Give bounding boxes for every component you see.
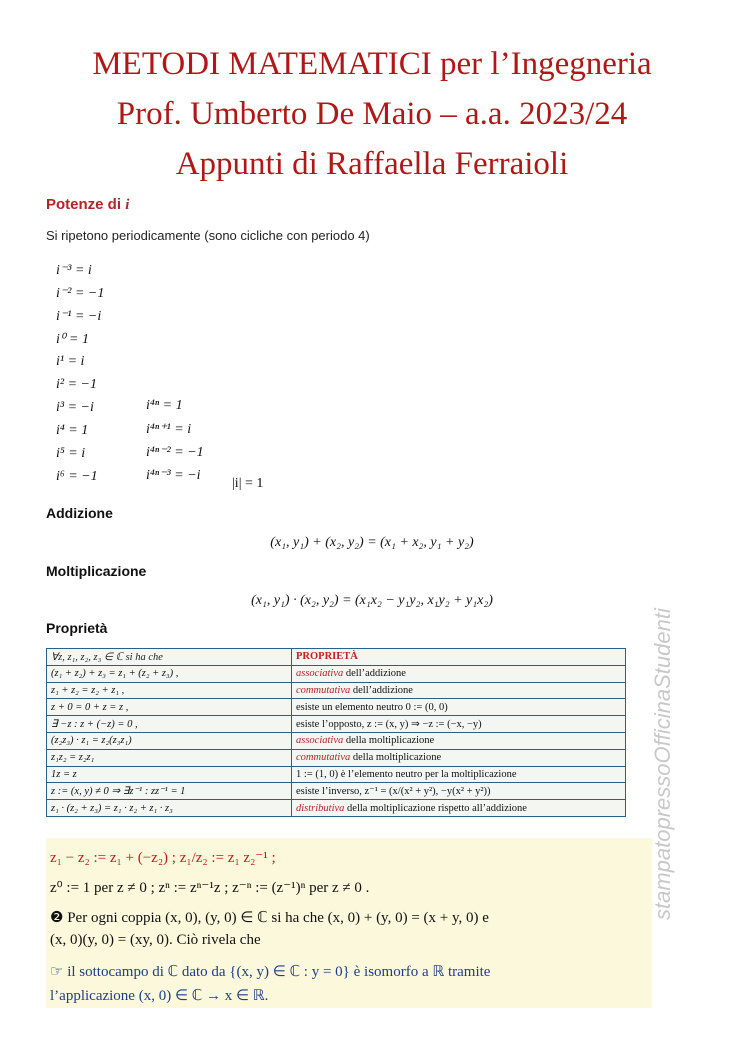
table-row [47, 749, 626, 766]
power-right-3: i⁴ⁿ⁻³ = −i [146, 468, 201, 483]
table-cell-formula: z + 0 = 0 + z = z , [47, 699, 292, 716]
formula-addizione: (x₁, y₁) + (x₂, y₂) = (x₁ + x₂, y₁ + y₂) [270, 535, 474, 550]
property-name: associativa [296, 735, 344, 747]
power-left-6: i³ = −i [56, 400, 94, 415]
property-name: associativa [296, 668, 344, 680]
power-right-0: i⁴ⁿ = 1 [146, 398, 183, 413]
table-row [47, 699, 626, 716]
power-left-7: i⁴ = 1 [56, 423, 89, 438]
table-cell-property [292, 800, 626, 817]
table-cell-property [292, 749, 626, 766]
property-desc: della moltiplicazione rispetto all’addizione [344, 802, 527, 814]
table-cell-formula: z := (x, y) ≠ 0 ⇒ ∃z⁻¹ : zz⁻¹ = 1 [47, 783, 292, 800]
section-proprieta: Proprietà [46, 620, 108, 636]
notes-box [46, 838, 652, 1008]
power-left-5: i² = −1 [56, 377, 97, 392]
table-cell-property [292, 732, 626, 749]
section-addizione: Addizione [46, 505, 113, 521]
property-desc: dell’addizione [350, 684, 413, 696]
watermark: stampatopressoOfficinaStudenti [650, 608, 675, 920]
table-header-row [47, 649, 626, 666]
table-cell-formula: z₁ · (z₂ + z₃) = z₁ · z₂ + z₁ · z₃ [47, 800, 292, 817]
box-line-5: ☞ il sottocampo di ℂ dato da {(x, y) ∈ ℂ : y = 0} è isomorfo a ℝ tramite [50, 964, 491, 980]
property-desc: esiste un elemento neutro 0 := (0, 0) [296, 701, 448, 713]
table-cell-property [292, 766, 626, 783]
property-desc: esiste l’inverso, z⁻¹ = (x/(x² + y²), −y(x² + y²)) [296, 786, 491, 798]
table-cell-formula: z₁ + z₂ = z₂ + z₁ , [47, 682, 292, 699]
table-cell-property [292, 665, 626, 682]
property-name: distributiva [296, 802, 345, 814]
property-desc: 1 := (1, 0) è l’elemento neutro per la moltiplicazione [296, 768, 517, 780]
modulus-i: |i| = 1 [232, 476, 264, 491]
box-line-1: z₁ − z₂ := z₁ + (−z₂) ; z₁/z₂ := z₁ z₂⁻¹ ; [50, 850, 276, 866]
title-line-2: Prof. Umberto De Maio – a.a. 2023/24 [116, 96, 628, 132]
table-cell-formula: 1z = z [47, 766, 292, 783]
box-line-4: (x, 0)(y, 0) = (xy, 0). Ciò rivela che [50, 932, 261, 948]
property-desc: esiste l’opposto, z := (x, y) ⇒ −z := (−x, −y) [296, 719, 482, 731]
power-left-9: i⁶ = −1 [56, 469, 98, 484]
table-row [47, 665, 626, 682]
power-right-1: i⁴ⁿ⁺¹ = i [146, 422, 192, 437]
power-left-4: i¹ = i [56, 354, 85, 369]
table-row [47, 732, 626, 749]
table-cell-property [292, 716, 626, 733]
property-name: commutativa [296, 684, 351, 696]
title-line-3: Appunti di Raffaella Ferraioli [175, 146, 569, 182]
title-line-1: METODI MATEMATICI per l’Ingegneria [92, 46, 652, 82]
table-cell-formula: (z₁ + z₂) + z₃ = z₁ + (z₂ + z₃) , [47, 665, 292, 682]
table-header-left: ∀z, z₁, z₂, z₃ ∈ ℂ si ha che [47, 649, 292, 666]
power-left-2: i⁻¹ = −i [56, 309, 102, 324]
table-row [47, 716, 626, 733]
table-row [47, 682, 626, 699]
box-line-2: z⁰ := 1 per z ≠ 0 ; zⁿ := zⁿ⁻¹z ; z⁻ⁿ := (z⁻¹)ⁿ per z ≠ 0 . [50, 880, 370, 896]
formula-moltiplicazione: (x₁, y₁) · (x₂, y₂) = (x₁x₂ − y₁y₂, x₁y₂ + y₁x₂) [251, 593, 493, 608]
power-right-2: i⁴ⁿ⁻² = −1 [146, 445, 204, 460]
table-header-right: PROPRIETÀ [292, 649, 626, 666]
property-desc: dell’addizione [343, 668, 406, 680]
power-left-1: i⁻² = −1 [56, 286, 105, 301]
table-cell-formula: z₁z₂ = z₂z₁ [47, 749, 292, 766]
property-desc: della moltiplicazione [343, 735, 435, 747]
section-potenze: Potenze di i [46, 196, 130, 213]
table-row [47, 766, 626, 783]
table-cell-property [292, 699, 626, 716]
box-line-6: l’applicazione (x, 0) ∈ ℂ → x ∈ ℝ. [50, 988, 269, 1004]
power-left-3: i⁰ = 1 [56, 332, 89, 347]
power-left-8: i⁵ = i [56, 446, 86, 461]
table-row [47, 783, 626, 800]
power-left-0: i⁻³ = i [56, 263, 92, 278]
table-cell-property [292, 682, 626, 699]
table-cell-formula: ∃ −z : z + (−z) = 0 , [47, 716, 292, 733]
property-desc: della moltiplicazione [350, 752, 442, 764]
table-row [47, 800, 626, 817]
properties-table [46, 648, 626, 817]
table-cell-property [292, 783, 626, 800]
box-line-3: ❷ Per ogni coppia (x, 0), (y, 0) ∈ ℂ si ha che (x, 0) + (y, 0) = (x + y, 0) e [50, 910, 489, 926]
property-name: commutativa [296, 752, 351, 764]
section-moltiplicazione: Moltiplicazione [46, 563, 147, 579]
table-cell-formula: (z₂z₃) · z₁ = z₂(z₃z₁) [47, 732, 292, 749]
potenze-intro: Si ripetono periodicamente (sono cicliche con periodo 4) [46, 228, 370, 243]
